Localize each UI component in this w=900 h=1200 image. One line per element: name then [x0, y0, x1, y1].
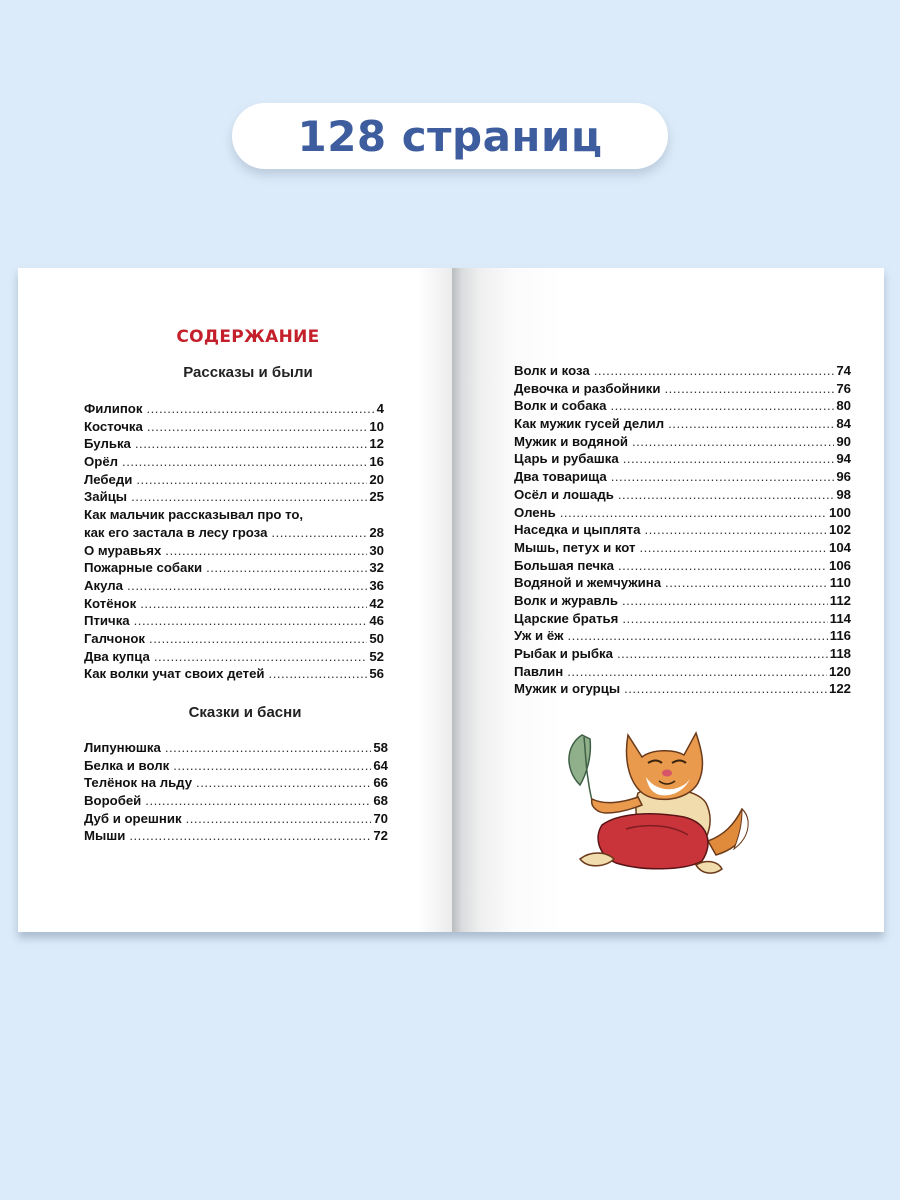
- toc-leader-dots: [611, 469, 835, 484]
- toc-entry-page: 76: [836, 380, 851, 396]
- toc-entry-title: Царь и рубашка: [514, 451, 619, 467]
- toc-entry: [514, 611, 851, 629]
- toc-entry: [514, 505, 851, 523]
- toc-leader-dots: [154, 649, 368, 664]
- toc-entry-page: 12: [369, 436, 384, 452]
- toc-entry-title: Телёнок на льду: [84, 775, 193, 791]
- toc-entry: [514, 381, 851, 399]
- toc-entry-page: 120: [828, 663, 851, 679]
- toc-entry: [84, 436, 384, 454]
- toc-list-continued: [514, 363, 851, 699]
- toc-entry: [84, 811, 388, 829]
- toc-list-fables: [84, 740, 388, 846]
- section-title-fables: Сказки и басни: [188, 704, 302, 721]
- toc-leader-dots: [196, 775, 371, 790]
- toc-entry: [84, 758, 388, 776]
- toc-entry-title: Белка и волк: [84, 757, 170, 773]
- toc-leader-dots: [129, 828, 371, 843]
- toc-entry: [514, 398, 851, 416]
- toc-entry: [84, 507, 384, 525]
- toc-entry: [514, 664, 851, 682]
- toc-entry-page: 116: [829, 628, 851, 644]
- toc-entry-page: 80: [836, 398, 851, 414]
- toc-entry-page: 42: [369, 595, 384, 611]
- toc-entry: [514, 681, 851, 699]
- toc-entry-page: 84: [836, 416, 851, 432]
- toc-entry: [84, 775, 388, 793]
- toc-entry: [514, 628, 851, 646]
- toc-entry-title: Мыши: [84, 828, 126, 844]
- toc-entry-title: Котёнок: [84, 595, 137, 611]
- toc-entry-title: Волк и коза: [514, 363, 590, 378]
- toc-entry-page: 66: [373, 775, 388, 791]
- toc-entry: [514, 575, 851, 593]
- toc-entry-page: 50: [369, 630, 384, 646]
- toc-entry-title: Липунюшка: [84, 740, 161, 755]
- toc-entry-title: Булька: [84, 436, 131, 452]
- toc-entry-page: 70: [373, 810, 388, 826]
- toc-entry-page: 102: [828, 522, 851, 538]
- toc-leader-dots: [618, 558, 827, 573]
- toc-leader-dots: [131, 489, 367, 504]
- toc-entry-title: Рыбак и рыбка: [514, 646, 613, 661]
- toc-entry-page: 104: [828, 539, 851, 555]
- toc-entry: [514, 469, 851, 487]
- toc-entry-page: 32: [369, 560, 384, 576]
- toc-entry-title: Два купца: [84, 648, 150, 664]
- toc-leader-dots: [135, 436, 367, 451]
- toc-leader-dots: [136, 472, 367, 487]
- toc-list-stories: [84, 401, 384, 684]
- toc-entry-page: 68: [373, 793, 388, 809]
- toc-entry: [514, 646, 851, 664]
- toc-entry-title: Мужик и водяной: [514, 433, 628, 449]
- toc-leader-dots: [668, 416, 834, 431]
- toc-entry-title: Как мужик гусей делил: [514, 416, 665, 432]
- toc-entry-title: Пожарные собаки: [84, 560, 203, 576]
- toc-entry: [84, 472, 384, 490]
- toc-entry-title: Осёл и лошадь: [514, 486, 614, 502]
- toc-entry: [514, 593, 851, 611]
- toc-entry: [84, 631, 384, 649]
- toc-entry-page: 110: [829, 575, 851, 591]
- toc-entry-title: Филипок: [84, 401, 143, 416]
- left-page: [18, 268, 452, 932]
- toc-entry-title: Как мальчик рассказывал про то,: [84, 507, 304, 523]
- toc-leader-dots: [568, 628, 828, 643]
- toc-leader-dots: [665, 575, 828, 590]
- toc-entry-page: 118: [829, 646, 851, 661]
- toc-leader-dots: [560, 505, 827, 520]
- toc-entry-page: 30: [369, 542, 384, 558]
- toc-leader-dots: [206, 560, 367, 575]
- toc-entry: [514, 434, 851, 452]
- toc-entry-title: Водяной и жемчужина: [514, 575, 662, 591]
- toc-entry-page: 114: [829, 610, 851, 626]
- toc-leader-dots: [173, 758, 371, 773]
- toc-entry: [84, 543, 384, 561]
- toc-entry: [84, 560, 384, 578]
- toc-entry-page: 4: [376, 401, 384, 416]
- toc-entry-title: Акула: [84, 577, 123, 593]
- toc-leader-dots: [618, 487, 835, 502]
- toc-entry-page: 64: [373, 757, 388, 773]
- toc-leader-dots: [122, 454, 367, 469]
- toc-entry: [84, 740, 388, 758]
- toc-entry-page: 52: [369, 648, 384, 664]
- toc-entry-title: Лебеди: [84, 471, 133, 487]
- toc-entry: [514, 451, 851, 469]
- toc-entry-page: 100: [828, 504, 851, 520]
- toc-entry-title: О муравьях: [84, 542, 162, 558]
- toc-entry-page: 96: [836, 469, 851, 485]
- toc-entry-page: 106: [828, 557, 851, 573]
- toc-leader-dots: [140, 596, 367, 611]
- toc-leader-dots: [594, 363, 835, 378]
- toc-entry: [84, 489, 384, 507]
- toc-entry-page: 20: [369, 471, 384, 487]
- toc-entry: [84, 649, 384, 667]
- toc-entry-title: Девочка и разбойники: [514, 380, 661, 396]
- toc-entry-title: Птичка: [84, 613, 130, 629]
- toc-leader-dots: [145, 793, 371, 808]
- toc-entry-page: 90: [836, 433, 851, 449]
- cat-with-feather-icon: [556, 727, 766, 877]
- toc-entry-title: Большая печка: [514, 557, 614, 573]
- toc-entry-page: 16: [369, 454, 384, 470]
- toc-entry-title: Уж и ёж: [514, 628, 564, 644]
- toc-entry-title: Дуб и орешник: [84, 810, 182, 826]
- toc-entry: [84, 454, 384, 472]
- toc-entry: [514, 522, 851, 540]
- toc-leader-dots: [186, 811, 372, 826]
- toc-entry-page: 36: [369, 577, 384, 593]
- toc-entry: [84, 596, 384, 614]
- toc-leader-dots: [639, 540, 827, 555]
- contents-title: СОДЕРЖАНИЕ: [176, 327, 320, 347]
- toc-entry-title: Волк и собака: [514, 398, 607, 414]
- page-count-badge: [232, 103, 668, 169]
- toc-entry: [514, 558, 851, 576]
- toc-entry-title: Наседка и цыплята: [514, 522, 641, 538]
- toc-entry-title: Орёл: [84, 454, 119, 470]
- toc-entry-title: Мужик и огурцы: [514, 681, 621, 697]
- toc-entry-page: 28: [369, 524, 384, 540]
- toc-entry-title: Царские братья: [514, 610, 619, 626]
- toc-entry-page: 98: [836, 486, 851, 502]
- toc-entry: [84, 613, 384, 631]
- toc-entry-title: Воробей: [84, 793, 142, 809]
- section-title-stories: Рассказы и были: [183, 364, 313, 381]
- toc-leader-dots: [632, 434, 834, 449]
- toc-leader-dots: [147, 419, 367, 434]
- toc-entry-page: 94: [836, 451, 851, 467]
- toc-leader-dots: [624, 681, 827, 696]
- toc-entry: [514, 416, 851, 434]
- toc-leader-dots: [146, 401, 374, 416]
- toc-entry-page: 74: [836, 363, 851, 378]
- toc-entry: [514, 540, 851, 558]
- toc-entry: [514, 363, 851, 381]
- toc-entry-title: Мышь, петух и кот: [514, 539, 636, 555]
- toc-entry-page: 122: [828, 681, 851, 697]
- toc-entry-page: 10: [369, 418, 384, 434]
- toc-entry: [84, 401, 384, 419]
- toc-entry-page: 112: [829, 592, 851, 608]
- toc-leader-dots: [644, 522, 827, 537]
- toc-leader-dots: [664, 381, 834, 396]
- toc-leader-dots: [623, 451, 835, 466]
- toc-entry-page: 58: [373, 740, 388, 755]
- toc-entry-title: Косточка: [84, 418, 143, 434]
- toc-entry-title: Галчонок: [84, 630, 146, 646]
- toc-leader-dots: [622, 593, 828, 608]
- toc-leader-dots: [610, 398, 834, 413]
- toc-entry-title: Два товарища: [514, 469, 607, 485]
- toc-entry-page: 72: [373, 828, 388, 844]
- toc-leader-dots: [567, 664, 827, 679]
- toc-leader-dots: [622, 611, 827, 626]
- toc-entry: [84, 578, 384, 596]
- toc-entry: [84, 793, 388, 811]
- toc-entry-title: Зайцы: [84, 489, 128, 505]
- toc-leader-dots: [269, 666, 368, 681]
- gutter-shadow: [418, 268, 452, 932]
- toc-leader-dots: [617, 646, 828, 661]
- toc-entry: [84, 828, 388, 846]
- toc-leader-dots: [165, 740, 372, 755]
- toc-entry: [514, 487, 851, 505]
- page-count-label: 128 страниц: [297, 111, 603, 161]
- toc-entry-page: 46: [369, 613, 384, 629]
- toc-entry-title: Олень: [514, 504, 556, 520]
- toc-entry-page: 56: [369, 666, 384, 682]
- toc-leader-dots: [165, 543, 367, 558]
- toc-entry-title: Павлин: [514, 663, 564, 679]
- toc-leader-dots: [271, 525, 367, 540]
- toc-entry-title: как его застала в лесу гроза: [84, 524, 268, 540]
- toc-leader-dots: [149, 631, 367, 646]
- toc-leader-dots: [127, 578, 367, 593]
- toc-entry-page: 25: [369, 489, 384, 505]
- toc-entry: [84, 419, 384, 437]
- toc-entry: [84, 666, 384, 684]
- toc-entry-title: Как волки учат своих детей: [84, 666, 265, 682]
- toc-entry: [84, 525, 384, 543]
- toc-entry-title: Волк и журавль: [514, 592, 618, 608]
- toc-leader-dots: [134, 613, 368, 628]
